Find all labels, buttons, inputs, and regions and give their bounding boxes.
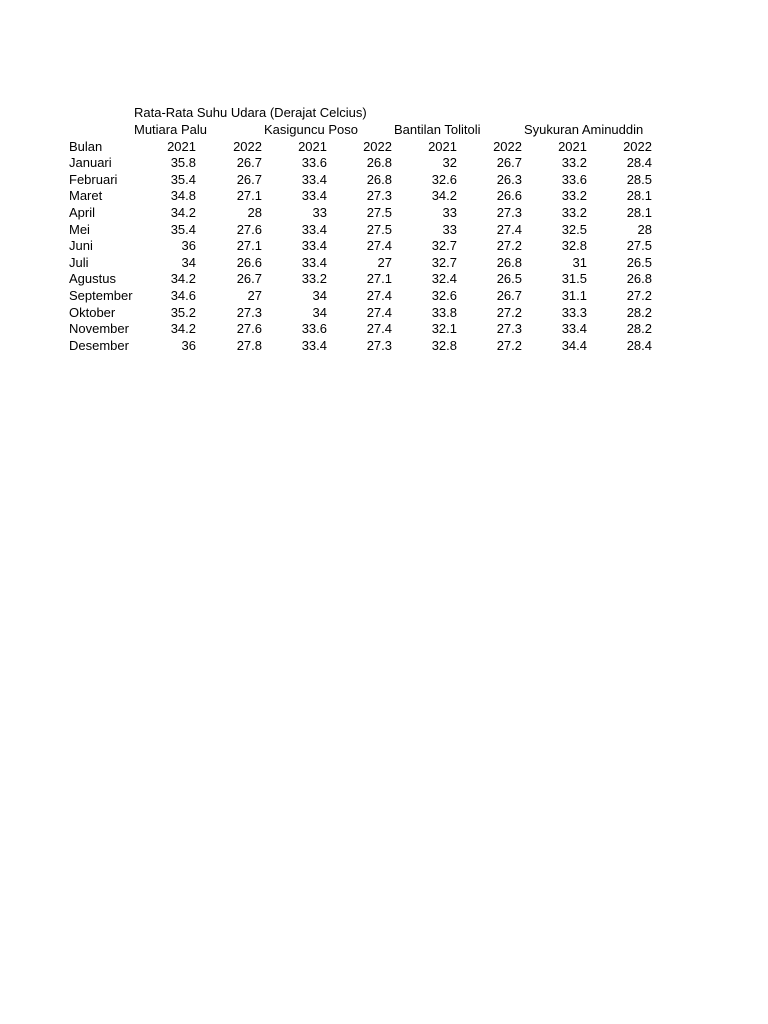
- temperature-cell: 32.6: [431, 288, 457, 303]
- temperature-cell: 31.1: [561, 288, 587, 303]
- temperature-cell: 33.3: [561, 304, 587, 320]
- temperature-cell: 34.2: [431, 188, 457, 204]
- month-label: Maret: [69, 188, 103, 204]
- temperature-cell: 32.4: [431, 271, 457, 287]
- year-header: 2022: [233, 138, 262, 154]
- temperature-cell: 26.8: [366, 171, 392, 187]
- temperature-cell: 32.8: [561, 238, 587, 254]
- temperature-cell: 33.4: [301, 171, 327, 187]
- temperature-cell: 26.5: [496, 271, 522, 287]
- temperature-cell: 28.2: [626, 304, 652, 320]
- temperature-cell: 33.8: [431, 304, 457, 320]
- temperature-cell: 27.2: [496, 238, 522, 254]
- year-header: 2022: [493, 138, 522, 154]
- temperature-cell: 35.8: [170, 155, 196, 171]
- table-title: Rata-Rata Suhu Udara (Derajat Celcius): [134, 105, 367, 120]
- temperature-cell: 33.4: [301, 337, 327, 353]
- temperature-cell: 28: [637, 221, 652, 237]
- temperature-cell: 33.6: [561, 171, 587, 187]
- temperature-cell: 32.8: [431, 337, 457, 353]
- month-column-header: Bulan: [69, 138, 103, 154]
- temperature-cell: 34.6: [170, 288, 196, 303]
- temperature-cell: 34.2: [170, 271, 196, 287]
- temperature-cell: 26.7: [496, 288, 522, 303]
- temperature-cell: 33.4: [301, 254, 327, 270]
- temperature-cell: 27.2: [626, 288, 652, 303]
- month-label: Februari: [69, 171, 118, 187]
- temperature-cell: 32.1: [431, 321, 457, 337]
- temperature-cell: 27.1: [236, 188, 262, 204]
- temperature-cell: 33.4: [301, 238, 327, 254]
- year-header: 2021: [558, 138, 587, 154]
- temperature-cell: 27.3: [366, 337, 392, 353]
- temperature-cell: 36: [181, 238, 196, 254]
- year-header: 2021: [428, 138, 457, 154]
- temperature-cell: 33.2: [561, 205, 587, 220]
- temperature-cell: 28.2: [626, 321, 652, 337]
- temperature-cell: 34.2: [170, 205, 196, 220]
- year-header: 2022: [623, 138, 652, 154]
- temperature-cell: 27.6: [236, 321, 262, 337]
- temperature-cell: 33.2: [561, 155, 587, 171]
- month-label: Januari: [69, 155, 112, 171]
- temperature-cell: 27.3: [496, 205, 522, 220]
- temperature-cell: 34.8: [170, 188, 196, 204]
- temperature-cell: 32.7: [431, 238, 457, 254]
- temperature-cell: 27.5: [366, 221, 392, 237]
- temperature-cell: 26.6: [236, 254, 262, 270]
- temperature-cell: 27.4: [366, 288, 392, 303]
- year-header: 2021: [167, 138, 196, 154]
- temperature-cell: 34: [181, 254, 196, 270]
- station-header: Syukuran Aminuddin: [524, 122, 644, 137]
- station-header: Mutiara Palu: [134, 122, 207, 137]
- temperature-cell: 28: [247, 205, 262, 220]
- temperature-cell: 26.3: [496, 171, 522, 187]
- temperature-cell: 26.8: [626, 271, 652, 287]
- temperature-cell: 27.5: [626, 238, 652, 254]
- month-label: Agustus: [69, 271, 116, 287]
- temperature-cell: 28.4: [626, 337, 652, 353]
- temperature-cell: 27.1: [236, 238, 262, 254]
- temperature-cell: 32.7: [431, 254, 457, 270]
- year-header: 2021: [298, 138, 327, 154]
- temperature-cell: 34: [312, 288, 327, 303]
- temperature-cell: 35.2: [170, 304, 196, 320]
- temperature-cell: 32.6: [431, 171, 457, 187]
- temperature-cell: 31.5: [561, 271, 587, 287]
- temperature-cell: 33.4: [561, 321, 587, 337]
- temperature-cell: 35.4: [170, 171, 196, 187]
- temperature-cell: 27: [247, 288, 262, 303]
- temperature-cell: 27: [377, 254, 392, 270]
- temperature-cell: 34.4: [561, 337, 587, 353]
- temperature-cell: 27.3: [366, 188, 392, 204]
- temperature-cell: 33.6: [301, 321, 327, 337]
- temperature-cell: 34.2: [170, 321, 196, 337]
- temperature-cell: 26.7: [496, 155, 522, 171]
- temperature-cell: 26.8: [366, 155, 392, 171]
- temperature-cell: 27.3: [496, 321, 522, 337]
- temperature-cell: 36: [181, 337, 196, 353]
- temperature-cell: 28.4: [626, 155, 652, 171]
- temperature-cell: 33.2: [561, 188, 587, 204]
- temperature-cell: 26.7: [236, 155, 262, 171]
- temperature-cell: 33.6: [301, 155, 327, 171]
- temperature-cell: 26.7: [236, 171, 262, 187]
- temperature-cell: 28.1: [626, 188, 652, 204]
- temperature-cell: 33.4: [301, 221, 327, 237]
- temperature-cell: 31: [572, 254, 587, 270]
- temperature-cell: 27.3: [236, 304, 262, 320]
- month-label: September: [69, 288, 133, 303]
- temperature-cell: 33.2: [301, 271, 327, 287]
- temperature-cell: 28.5: [626, 171, 652, 187]
- temperature-cell: 33: [442, 221, 457, 237]
- temperature-cell: 28.1: [626, 205, 652, 220]
- temperature-cell: 27.4: [366, 238, 392, 254]
- temperature-cell: 27.2: [496, 304, 522, 320]
- temperature-cell: 27.5: [366, 205, 392, 220]
- temperature-cell: 32: [442, 155, 457, 171]
- temperature-cell: 27.4: [496, 221, 522, 237]
- temperature-cell: 27.4: [366, 321, 392, 337]
- month-label: April: [69, 205, 96, 220]
- temperature-cell: 27.6: [236, 221, 262, 237]
- temperature-cell: 26.8: [496, 254, 522, 270]
- temperature-cell: 33: [312, 205, 327, 220]
- temperature-cell: 27.1: [366, 271, 392, 287]
- station-header: Bantilan Tolitoli: [394, 122, 481, 137]
- station-header: Kasiguncu Poso: [264, 122, 358, 137]
- temperature-cell: 27.2: [496, 337, 522, 353]
- month-label: November: [69, 321, 129, 337]
- temperature-cell: 33: [442, 205, 457, 220]
- month-label: Mei: [69, 221, 90, 237]
- month-label: Juli: [69, 254, 89, 270]
- temperature-cell: 32.5: [561, 221, 587, 237]
- month-label: Oktober: [69, 304, 116, 320]
- temperature-cell: 26.7: [236, 271, 262, 287]
- temperature-cell: 27.4: [366, 304, 392, 320]
- month-label: Desember: [69, 337, 129, 353]
- year-header: 2022: [363, 138, 392, 154]
- temperature-cell: 27.8: [236, 337, 262, 353]
- temperature-cell: 33.4: [301, 188, 327, 204]
- temperature-cell: 35.4: [170, 221, 196, 237]
- temperature-cell: 26.5: [626, 254, 652, 270]
- temperature-cell: 26.6: [496, 188, 522, 204]
- temperature-cell: 34: [312, 304, 327, 320]
- month-label: Juni: [69, 238, 93, 254]
